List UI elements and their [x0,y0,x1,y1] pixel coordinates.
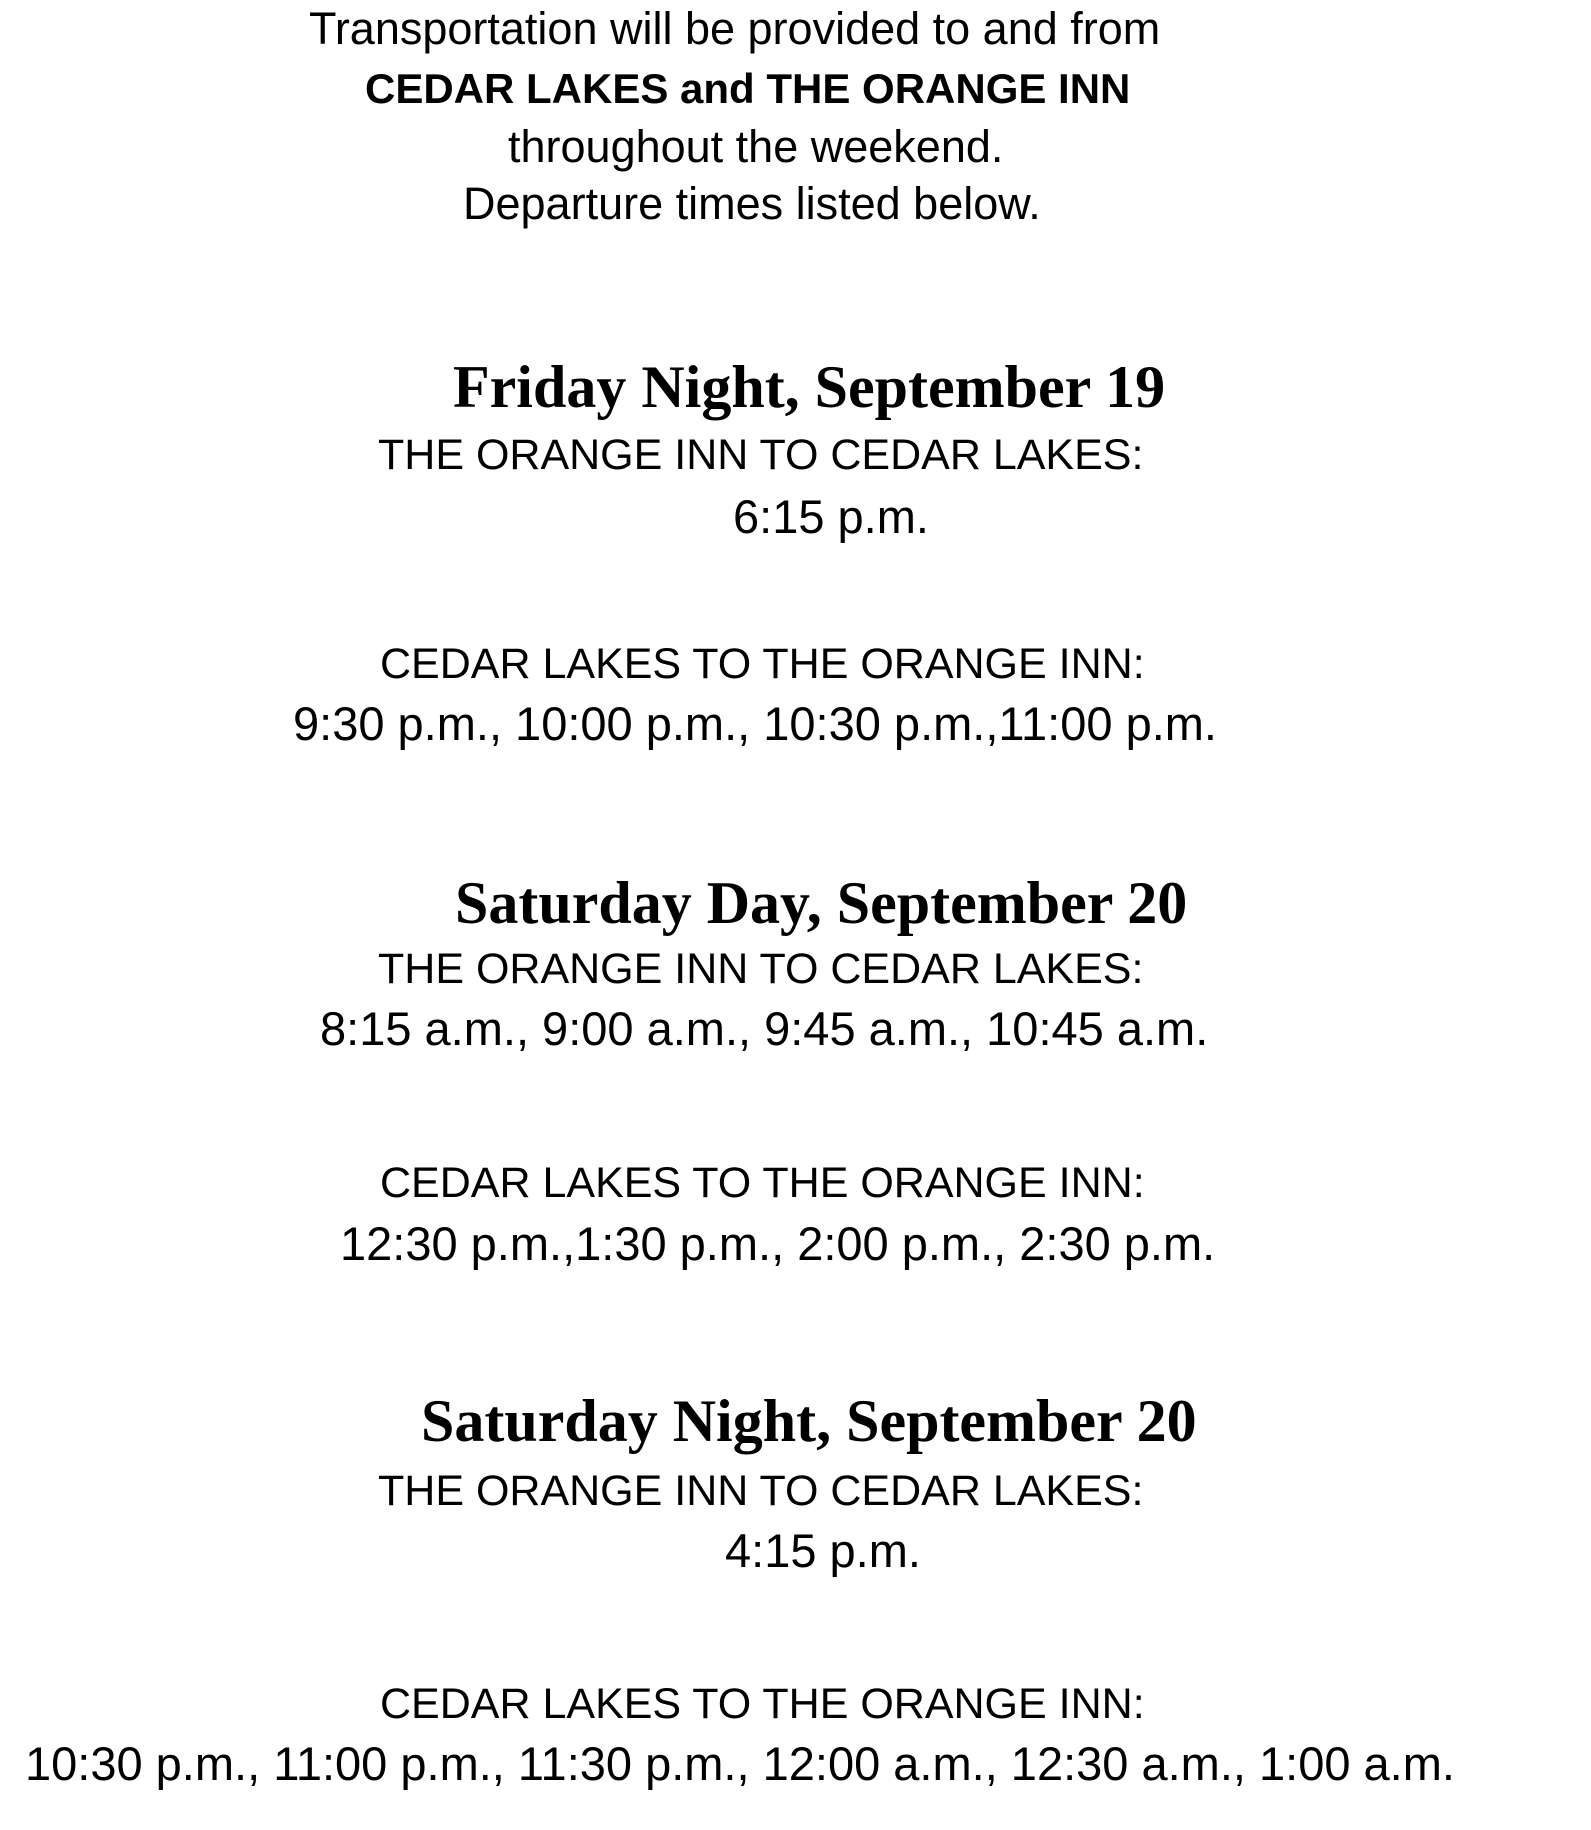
departure-times: 6:15 p.m. [733,490,929,543]
intro-line-2: CEDAR LAKES and THE ORANGE INN [365,65,1131,112]
section-heading-saturday-day: Saturday Day, September 20 [455,870,1188,936]
route-label: THE ORANGE INN TO CEDAR LAKES: [378,431,1144,479]
route-label: CEDAR LAKES TO THE ORANGE INN: [380,1159,1145,1207]
route-label: CEDAR LAKES TO THE ORANGE INN: [380,1680,1145,1728]
section-heading-friday-night: Friday Night, September 19 [453,354,1166,420]
intro-line-1: Transportation will be provided to and from [309,3,1161,54]
departure-times: 4:15 p.m. [725,1524,921,1577]
intro-line-3: throughout the weekend. [508,121,1004,172]
departure-times: 12:30 p.m.,1:30 p.m., 2:00 p.m., 2:30 p.m. [340,1217,1216,1270]
route-label: THE ORANGE INN TO CEDAR LAKES: [378,945,1144,993]
route-label: THE ORANGE INN TO CEDAR LAKES: [378,1467,1144,1515]
intro-line-4: Departure times listed below. [463,178,1041,229]
section-heading-saturday-night: Saturday Night, September 20 [421,1388,1197,1454]
departure-times: 8:15 a.m., 9:00 a.m., 9:45 a.m., 10:45 a.m. [320,1002,1209,1055]
route-label: CEDAR LAKES TO THE ORANGE INN: [380,640,1145,688]
departure-times: 10:30 p.m., 11:00 p.m., 11:30 p.m., 12:00 a.m., 12:30 a.m., 1:00 a.m. [25,1737,1455,1790]
departure-times: 9:30 p.m., 10:00 p.m., 10:30 p.m.,11:00 p.m. [293,697,1217,750]
